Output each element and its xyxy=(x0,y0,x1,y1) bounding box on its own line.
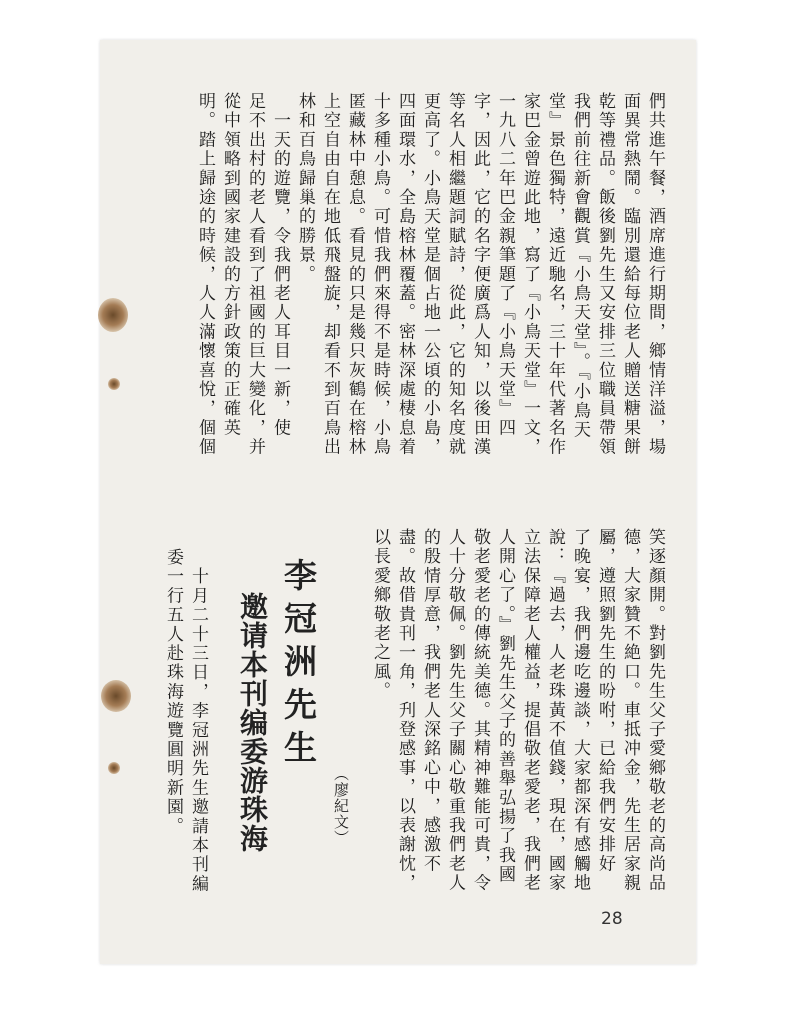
text-column: 們共進午餐，酒席進行期間，鄉情洋溢，場 xyxy=(645,92,665,457)
text-column: 林和百鳥歸巢的勝景。 xyxy=(295,92,315,284)
text-column: 人十分敬佩。劉先生父子關心敬重我們老人 xyxy=(445,528,465,893)
text-column: 了晚宴，我們邊吃邊談，大家都深有感觸地 xyxy=(570,528,590,893)
binding-hole-4 xyxy=(108,762,120,774)
text-column: 上空自由自在地低飛盤旋，却看不到百鳥出 xyxy=(320,92,340,457)
text-column: 堂』景色獨特，遠近馳名，三十年代著名作 xyxy=(545,92,565,457)
binding-hole-3 xyxy=(101,680,131,712)
text-column: 以長愛鄉敬老之風。 xyxy=(370,528,390,701)
text-column: 十月二十三日，李冠洲先生邀請本刊編 xyxy=(188,548,208,894)
text-column: 委一行五人赴珠海遊覽圓明新園。 xyxy=(163,548,183,836)
text-column: 一天的遊覽，令我們老人耳目一新，使 xyxy=(270,92,290,438)
text-column: 笑逐顏開。對劉先生父子愛鄉敬老的高尚品 xyxy=(645,528,665,893)
text-column: 乾等禮品。飯後劉先生又安排三位職員帶領 xyxy=(595,92,615,457)
text-column: 屬，遵照劉先生的吩咐，已給我們安排好 xyxy=(595,528,615,874)
text-column: 的殷情厚意，我們老人深銘心中，感激不 xyxy=(420,528,440,874)
text-column: 十多種小鳥。可惜我們來得不是時候，小鳥 xyxy=(370,92,390,457)
text-column: 立法保障老人權益，提倡敬老愛老，我們老 xyxy=(520,528,540,893)
text-column: 足不出村的老人看到了祖國的巨大變化，并 xyxy=(245,92,265,457)
article-title: 李冠洲先生 xyxy=(279,558,318,773)
binding-hole-2 xyxy=(108,378,120,390)
text-column: 我們前往新會觀賞『小鳥天堂』。『小鳥天 xyxy=(570,92,590,440)
page-number: 28 xyxy=(601,909,623,929)
text-column: 從中領略到國家建設的方針政策的正確英 xyxy=(220,92,240,438)
text-column: 匿藏林中憩息。看見的只是幾只灰鶴在榕林 xyxy=(345,92,365,457)
article-subtitle: 邀请本刊编委游珠海 xyxy=(236,592,269,853)
author-signature: （廖紀文） xyxy=(332,766,350,846)
text-column: 面異常熱鬧。臨別還給每位老人贈送糖果餅 xyxy=(620,92,640,457)
text-column: 德，大家贊不絶口。車抵冲金，先生居家親 xyxy=(620,528,640,893)
text-column: 字，因此，它的名字便廣爲人知，以後田漢 xyxy=(470,92,490,457)
text-column: 盡。故借貴刊一角，刋登感事，以表謝忱， xyxy=(395,528,415,893)
text-column: 等名人相繼題詞賦詩，從此，它的知名度就 xyxy=(445,92,465,457)
text-column: 一九八二年巴金親筆題了『小鳥天堂』四 xyxy=(495,92,515,438)
text-column: 更高了。小鳥天堂是個占地一公頃的小島， xyxy=(420,92,440,457)
text-column: 說：『過去，人老珠黃不值錢，現在，國家 xyxy=(545,528,565,893)
text-column: 家巴金曾遊此地，寫了『小鳥天堂』一文， xyxy=(520,92,540,457)
text-column: 四面環水，全島榕林覆蓋。密林深處棲息着 xyxy=(395,92,415,457)
text-column: 明。踏上歸途的時候，人人滿懷喜悅，個個 xyxy=(195,92,215,457)
text-column: 敬老愛老的傳統美德。其精神難能可貴，令 xyxy=(470,528,490,893)
binding-hole-1 xyxy=(98,298,128,332)
text-column: 人開心了。』劉先生父子的善舉弘揚了我國 xyxy=(495,528,515,885)
